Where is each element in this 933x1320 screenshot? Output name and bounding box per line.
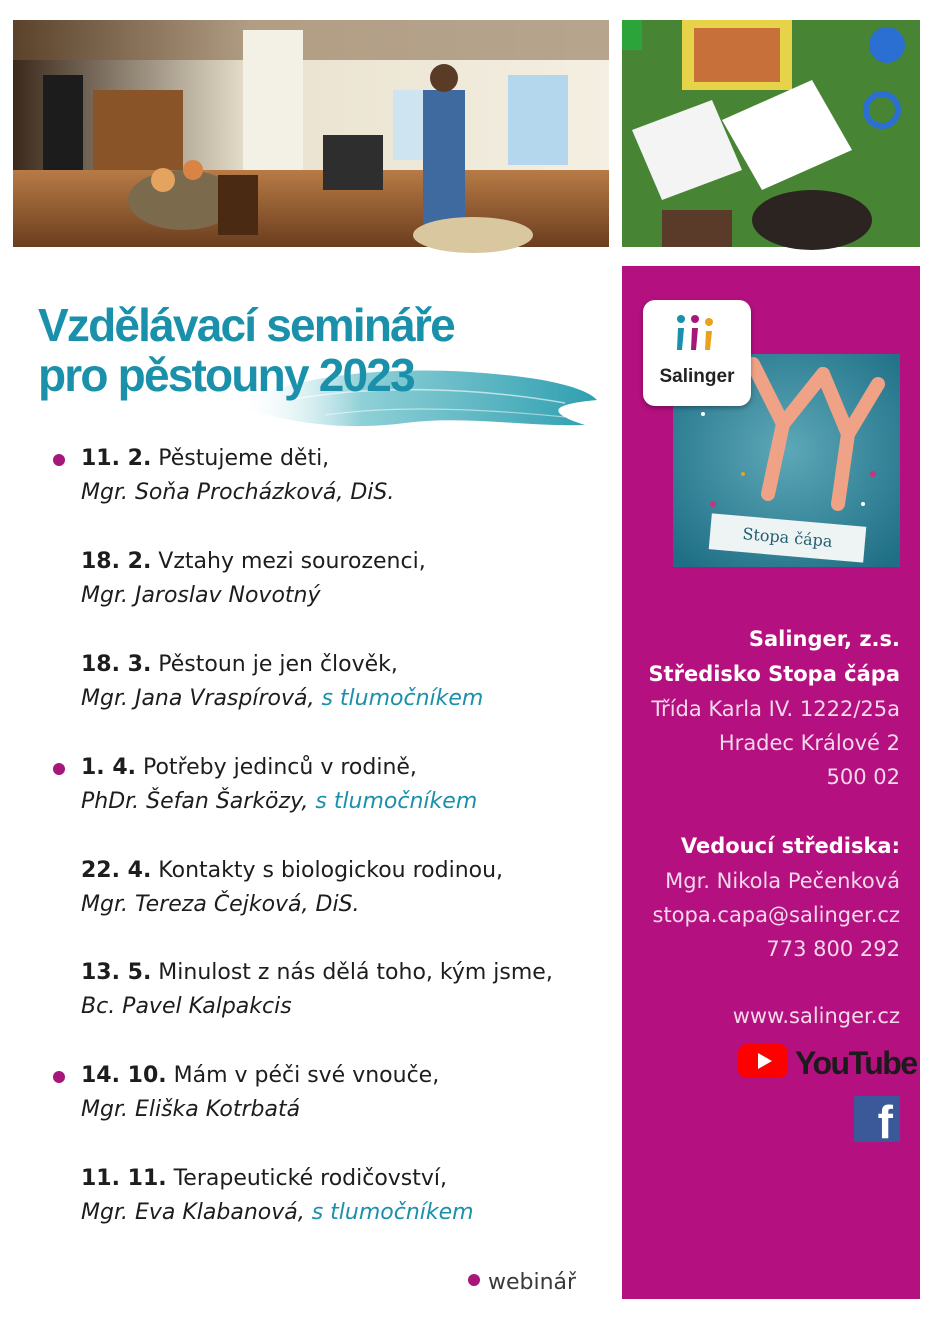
- seminar-date: 11. 2.: [81, 446, 152, 471]
- address-city: Hradec Králové 2: [718, 731, 900, 755]
- website-link[interactable]: www.salinger.cz: [732, 1004, 900, 1028]
- web-block: [733, 999, 900, 1033]
- webinar-bullet-icon: [53, 454, 65, 466]
- kids-drawing-photo: [622, 20, 920, 247]
- youtube-label: YouTube: [795, 1045, 917, 1081]
- seminar-item: [81, 442, 621, 510]
- seminar-lecturer: Mgr. Jana Vraspírová,: [81, 686, 315, 711]
- seminar-item: [81, 854, 621, 922]
- salinger-people-icon: [675, 314, 721, 354]
- seminar-lecturer: Mgr. Eva Klabanová,: [81, 1200, 305, 1225]
- cafe-photo: [13, 20, 609, 247]
- seminar-date: 13. 5.: [81, 960, 152, 985]
- contact-sidebar: [622, 266, 920, 1299]
- seminar-topic: Pěstoun je jen člověk,: [151, 652, 398, 677]
- seminar-item: [81, 648, 621, 716]
- seminar-item: [81, 545, 621, 613]
- seminar-item: [81, 751, 621, 819]
- stopa-capa-label: Stopa čápa: [709, 513, 867, 562]
- webinar-legend: [468, 1270, 576, 1295]
- seminar-date: 14. 10.: [81, 1063, 167, 1088]
- address-zip: 500 02: [826, 765, 900, 789]
- page-title: [38, 300, 454, 400]
- seminar-lecturer: Bc. Pavel Kalpakcis: [81, 994, 292, 1019]
- head-block: [653, 829, 901, 966]
- seminar-lecturer: Mgr. Soňa Procházková, DiS.: [81, 480, 395, 505]
- seminar-item: [81, 1162, 621, 1230]
- seminar-lecturer: PhDr. Šefan Šarközy,: [81, 789, 309, 814]
- seminar-topic: Pěstujeme děti,: [151, 446, 330, 471]
- seminar-item: [81, 956, 621, 1024]
- seminar-topic: Potřeby jedinců v rodině,: [136, 755, 417, 780]
- org-name: Salinger, z.s.: [748, 627, 900, 651]
- center-name: Středisko Stopa čápa: [648, 662, 900, 686]
- seminar-date: 11. 11.: [81, 1166, 167, 1191]
- phone-number: 773 800 292: [766, 937, 900, 961]
- seminar-topic: Minulost z nás dělá toho, kým jsme,: [151, 960, 553, 985]
- webinar-bullet-icon: [53, 1071, 65, 1083]
- email-link[interactable]: stopa.capa@salinger.cz: [652, 903, 900, 927]
- seminar-topic: Terapeutické rodičovství,: [166, 1166, 448, 1191]
- interpreter-note: s tlumočníkem: [308, 789, 478, 814]
- seminar-date: 22. 4.: [81, 858, 152, 883]
- webinar-bullet-icon: [53, 763, 65, 775]
- salinger-logo: [643, 300, 751, 406]
- logo-text: Salinger: [659, 366, 735, 387]
- youtube-icon[interactable]: [738, 1041, 917, 1081]
- seminar-topic: Mám v péči své vnouče,: [166, 1063, 440, 1088]
- head-name: Mgr. Nikola Pečenková: [665, 869, 900, 893]
- interpreter-note: s tlumočníkem: [314, 686, 484, 711]
- seminar-date: 18. 2.: [81, 549, 152, 574]
- contact-block: [648, 622, 900, 794]
- facebook-icon[interactable]: [854, 1096, 900, 1148]
- address-street: Třída Karla IV. 1222/25a: [651, 697, 900, 721]
- seminar-lecturer: Mgr. Eliška Kotrbatá: [81, 1097, 301, 1122]
- title-line-1: Vzdělávací semináře: [38, 299, 454, 351]
- interpreter-note: s tlumočníkem: [304, 1200, 474, 1225]
- seminar-topic: Kontakty s biologickou rodinou,: [151, 858, 504, 883]
- title-line-2: pro pěstouny 2023: [38, 349, 414, 401]
- webinar-dot-icon: [468, 1274, 480, 1286]
- seminar-lecturer: Mgr. Tereza Čejková, DiS.: [81, 892, 360, 917]
- seminar-topic: Vztahy mezi sourozenci,: [151, 549, 426, 574]
- seminar-item: [81, 1059, 621, 1127]
- facebook-glyph: f: [877, 1096, 893, 1148]
- seminar-date: 18. 3.: [81, 652, 152, 677]
- legend-label: webinář: [488, 1270, 577, 1295]
- seminar-date: 1. 4.: [81, 755, 136, 780]
- seminar-lecturer: Mgr. Jaroslav Novotný: [81, 583, 321, 608]
- head-label: Vedoucí střediska:: [680, 834, 900, 858]
